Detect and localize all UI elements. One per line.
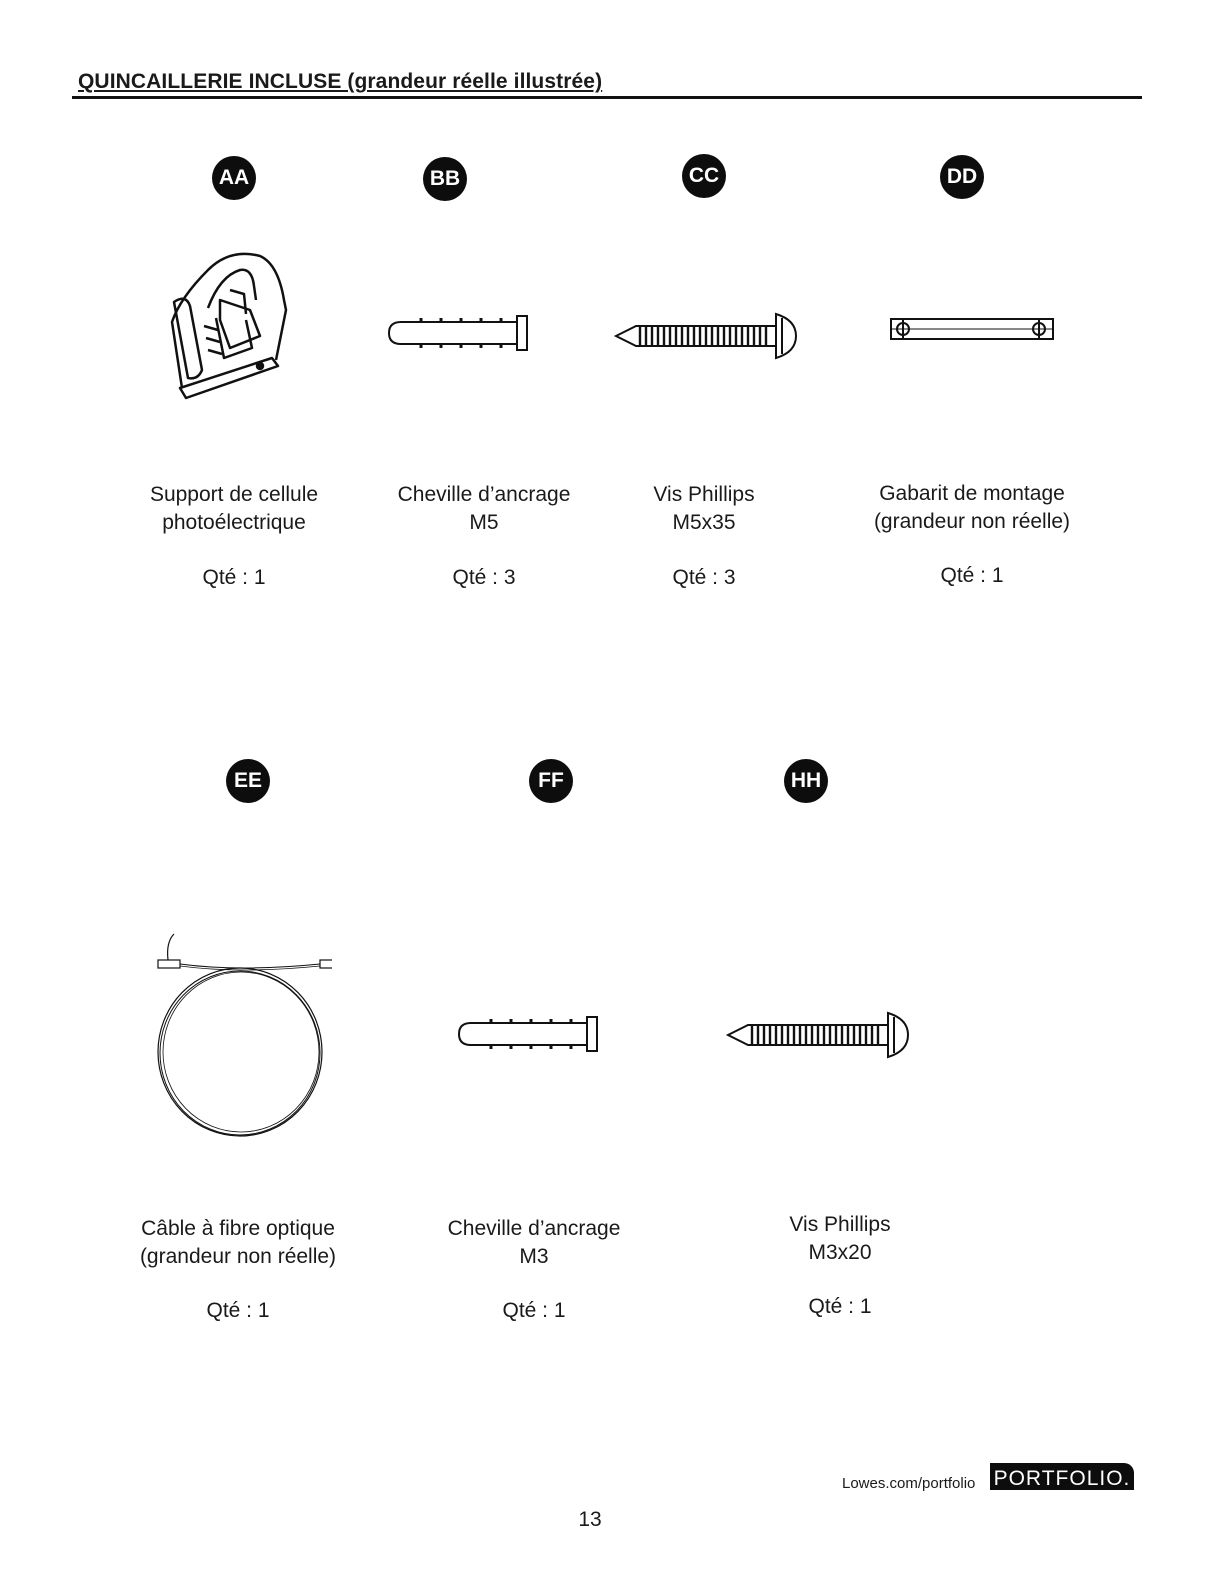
item-ee-name — [88, 1215, 388, 1271]
item-cc-name-line1: Vis Phillips — [653, 483, 755, 506]
screw-icon — [612, 310, 798, 362]
item-dd-name-line2: (grandeur non réelle) — [873, 510, 1071, 533]
item-cc-name — [554, 481, 854, 537]
fiber-optic-cable-icon — [150, 928, 332, 1144]
screw-icon — [724, 1009, 910, 1061]
item-cc-qty: Qté : 3 — [672, 566, 736, 589]
badge-ff: FF — [529, 759, 573, 803]
badge-hh: HH — [784, 759, 828, 803]
item-ff-name-line1: Cheville d’ancrage — [447, 1217, 621, 1240]
badge-bb: BB — [423, 157, 467, 201]
item-ff-name-line2: M3 — [519, 1245, 549, 1268]
photocell-bracket-icon — [160, 240, 300, 410]
footer-url: Lowes.com/portfolio — [842, 1475, 976, 1492]
badge-aa: AA — [212, 156, 256, 200]
item-ff-name — [384, 1215, 684, 1271]
item-hh-name-line2: M3x20 — [808, 1241, 872, 1264]
item-hh-qty: Qté : 1 — [808, 1295, 872, 1318]
item-ee-name-line2: (grandeur non réelle) — [139, 1245, 337, 1268]
badge-ee: EE — [226, 759, 270, 803]
item-dd-qty: Qté : 1 — [940, 564, 1004, 587]
item-dd-name-line1: Gabarit de montage — [879, 482, 1065, 505]
item-hh-name — [690, 1211, 990, 1267]
badge-cc: CC — [682, 154, 726, 198]
item-dd-name — [822, 480, 1122, 536]
item-ee-qty: Qté : 1 — [206, 1299, 270, 1322]
page-number: 13 — [578, 1508, 602, 1531]
wall-anchor-icon — [453, 1013, 603, 1055]
badge-dd: DD — [940, 155, 984, 199]
title-rule — [72, 96, 1142, 99]
portfolio-logo: PORTFOLIO. — [990, 1463, 1134, 1490]
item-bb-name-line1: Cheville d’ancrage — [397, 483, 571, 506]
section-title: QUINCAILLERIE INCLUSE (grandeur réelle illustrée) — [78, 70, 603, 93]
item-hh-name-line1: Vis Phillips — [789, 1213, 891, 1236]
item-bb-qty: Qté : 3 — [452, 566, 516, 589]
item-cc-name-line2: M5x35 — [672, 511, 736, 534]
item-ff-qty: Qté : 1 — [502, 1299, 566, 1322]
item-aa-name-line1: Support de cellule — [149, 483, 319, 506]
item-aa-name-line2: photoélectrique — [162, 511, 306, 534]
wall-anchor-icon — [383, 312, 533, 354]
item-ee-name-line1: Câble à fibre optique — [141, 1217, 335, 1240]
item-bb-name-line2: M5 — [469, 511, 499, 534]
item-aa-qty: Qté : 1 — [202, 566, 266, 589]
mounting-template-icon — [888, 316, 1056, 342]
